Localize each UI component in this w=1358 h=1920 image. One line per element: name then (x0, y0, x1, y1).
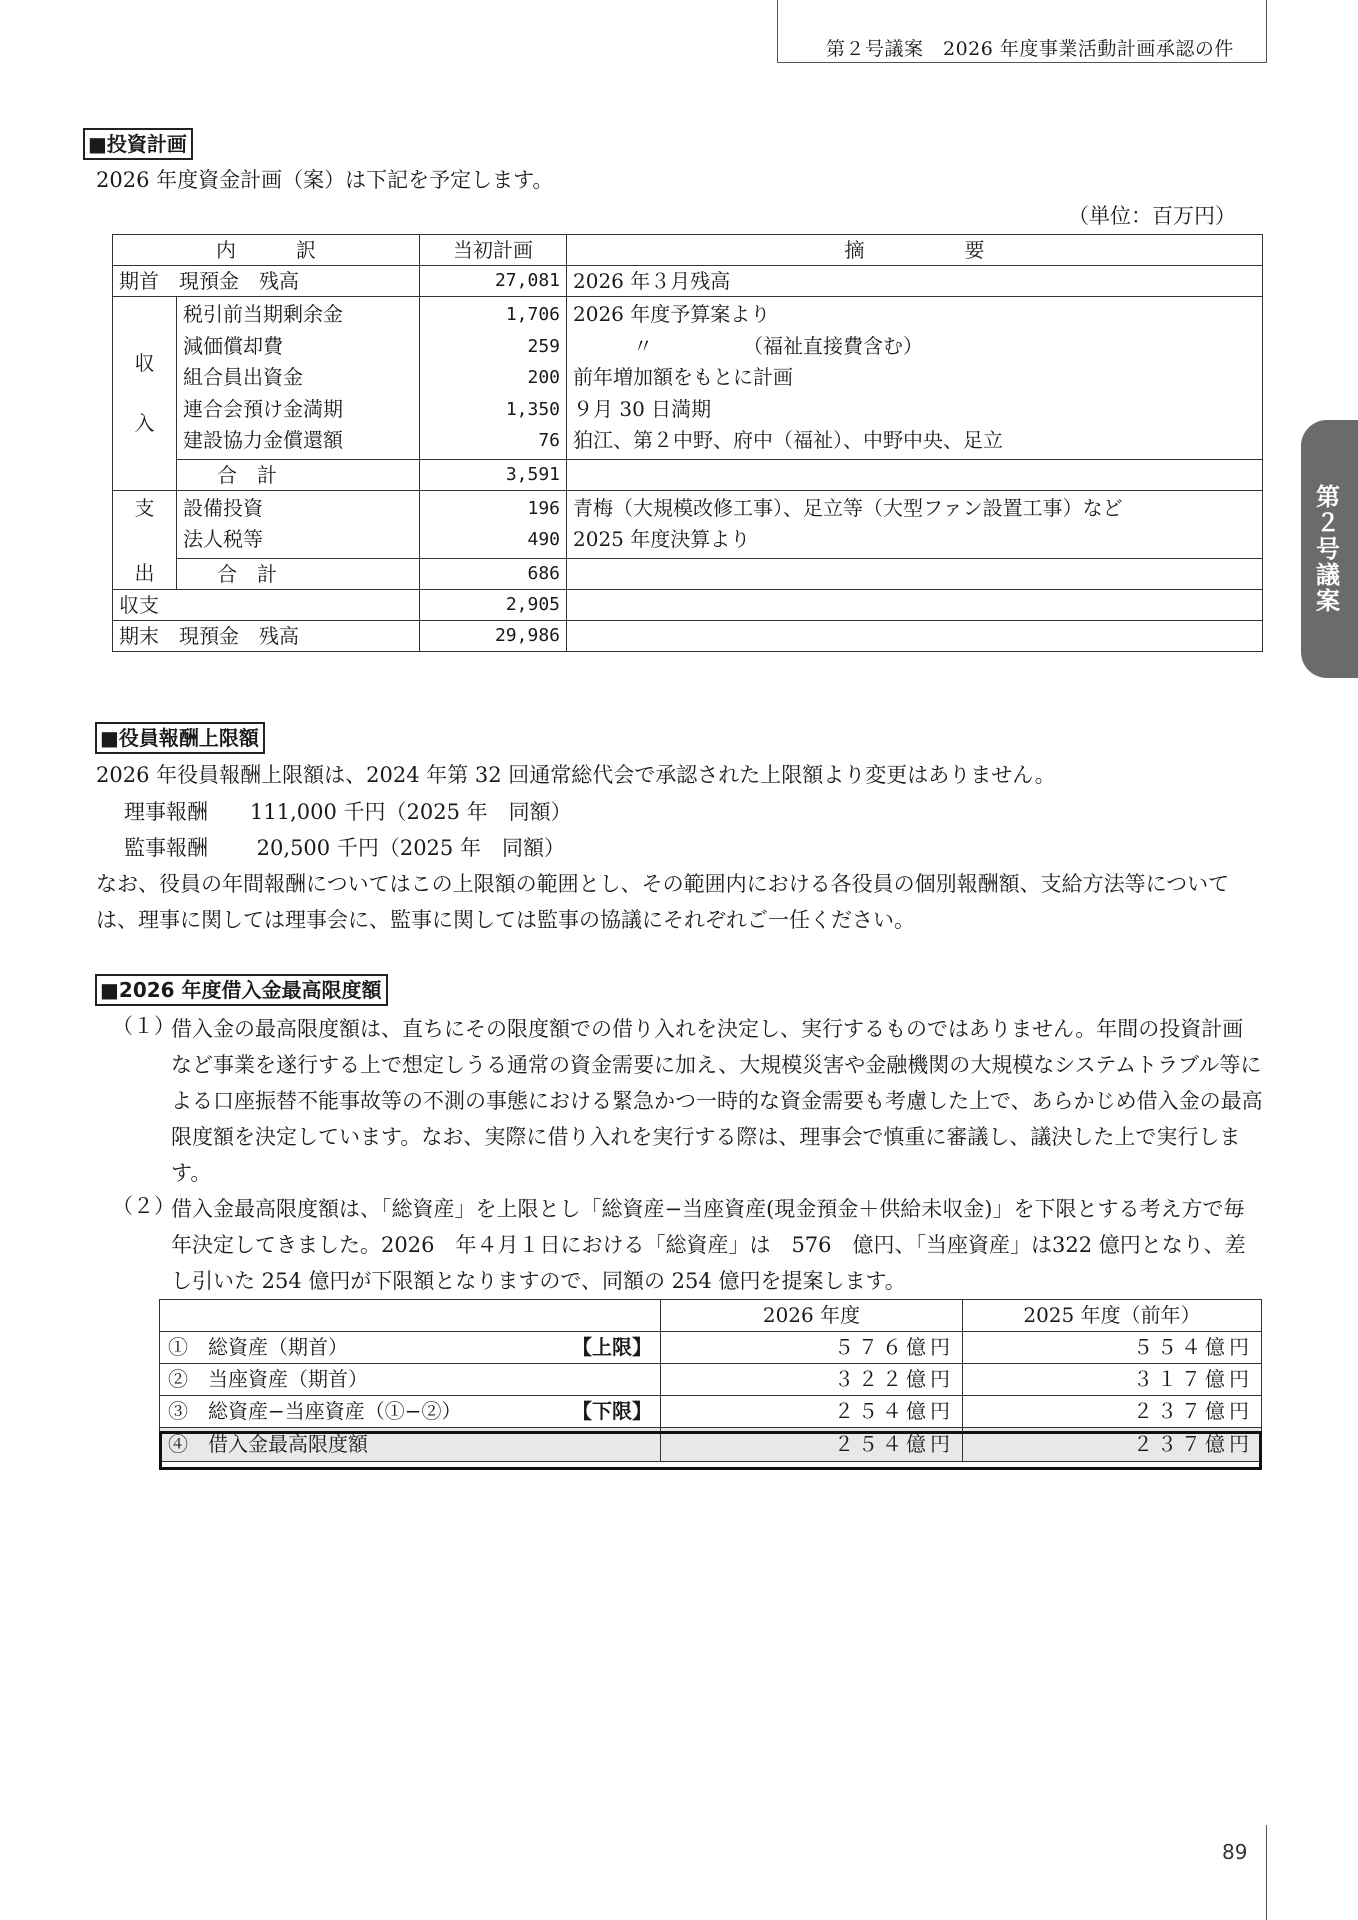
expense-note: 2025 年度決算より (573, 527, 751, 551)
loan-row-label (160, 1396, 661, 1428)
expense-item: 法人税等 (183, 527, 263, 551)
closing-value: 29,986 (420, 620, 567, 651)
header-plan: 当初計画 (420, 235, 567, 266)
loan-row-max-borrowing (160, 1428, 1262, 1462)
expense-values (420, 490, 567, 558)
expense-value: 196 (527, 497, 560, 519)
income-note: ９月 30 日満期 (573, 396, 712, 421)
footer-divider (1266, 1825, 1267, 1920)
section-title-borrowing: ■2026 年度借入金最高限度額 (95, 974, 388, 1006)
expense-total-note (567, 558, 1263, 589)
income-value: 1,350 (505, 398, 560, 420)
income-items (177, 297, 420, 460)
loan-row-title: ② 当座資産（期首） (168, 1367, 368, 1391)
income-total-value: 3,591 (420, 459, 567, 490)
loan-value-2026: ３２２億円 (661, 1364, 963, 1396)
loan-row-title: ④ 借入金最高限度額 (168, 1432, 368, 1456)
balance-label: 収支 (113, 589, 420, 620)
loan-header-blank (160, 1300, 661, 1332)
section-title-compensation: ■役員報酬上限額 (95, 722, 265, 754)
expense-items (177, 490, 420, 558)
loan-row-label (160, 1428, 661, 1462)
income-item: 組合員出資金 (183, 365, 303, 389)
chapter-side-tab-label: 第２号議案 (1311, 484, 1340, 614)
expense-total-label: 合 計 (177, 558, 420, 589)
loan-row-total-assets (160, 1332, 1262, 1364)
income-item: 減価償却費 (183, 333, 283, 358)
balance-note (567, 589, 1263, 620)
income-values (420, 297, 567, 460)
income-total-note (567, 459, 1263, 490)
income-value: 200 (527, 367, 560, 388)
income-note: 2026 年度予算案より (573, 302, 771, 326)
running-header: 第２号議案 2026 年度事業活動計画承認の件 (826, 38, 1234, 60)
upper-limit-tag: 【上限】 (572, 1335, 652, 1359)
expense-total-value: 686 (420, 558, 567, 589)
income-notes (567, 297, 1263, 460)
closing-label: 期末 現預金 残高 (113, 620, 420, 651)
opening-balance-row (113, 266, 1263, 297)
loan-value-2026: ２５４億円 (661, 1396, 963, 1428)
income-value: 259 (527, 335, 560, 357)
expense-note: 青梅（大規模改修工事）、足立等（大型ファン設置工事）など (573, 495, 1123, 520)
loan-header-2026: 2026 年度 (661, 1300, 963, 1332)
income-note: 〃 （福祉直接費含む） (573, 333, 923, 358)
income-total-label: 合 計 (177, 459, 420, 490)
income-item: 連合会預け金満期 (183, 396, 343, 421)
section-title-investment: ■投資計画 (83, 128, 193, 160)
loan-value-2025: ５５４億円 (963, 1332, 1262, 1364)
income-note: 狛江、第２中野、府中（福祉）、中野中央、足立 (573, 428, 1003, 452)
borrowing-item2-text: 借入金最高限度額は、「総資産」を上限とし「総資産−当座資産(現金預金＋供給未収金)」を下限とする考え方で毎年決定してきました。2026 年４月１日における「総資産」は 576 億円、「当座資産」は322 億円となり、差し引いた 254 億円が下限額となりますので、同額の 254 億円を提案します。 (171, 1197, 1246, 1293)
income-item: 建設協力金償還額 (183, 428, 343, 452)
opening-label: 期首 現預金 残高 (113, 266, 420, 297)
auditor-compensation: 監事報酬 20,500 千円（2025 年 同額） (124, 836, 565, 860)
expense-item: 設備投資 (183, 495, 263, 520)
header-breakdown: 内 訳 (113, 235, 420, 266)
balance-row (113, 589, 1263, 620)
page-number: 89 (1222, 1840, 1248, 1864)
income-total-row (113, 459, 1263, 490)
expense-group-label-top: 支 (113, 490, 177, 558)
income-block (113, 297, 1263, 460)
income-note: 前年増加額をもとに計画 (573, 365, 793, 389)
expense-value: 490 (527, 529, 560, 550)
loan-header-2025: 2025 年度（前年） (963, 1300, 1262, 1332)
opening-note: 2026 年３月残高 (567, 266, 1263, 297)
expense-total-row (113, 558, 1263, 589)
income-value: 1,706 (505, 304, 560, 325)
loan-row-label (160, 1332, 661, 1364)
balance-value: 2,905 (420, 589, 567, 620)
borrowing-limit-table (159, 1299, 1262, 1462)
investment-intro: 2026 年度資金計画（案）は下記を予定します。 (96, 168, 554, 192)
loan-row-difference (160, 1396, 1262, 1428)
closing-note (567, 620, 1263, 651)
closing-balance-row (113, 620, 1263, 651)
compensation-note: なお、役員の年間報酬についてはこの上限額の範囲とし、その範囲内における各役員の個別報酬額、支給方法等については、理事に関しては理事会に、監事に関しては監事の協議にそれぞれご一任ください。 (96, 872, 1230, 932)
borrowing-item1-number: （１） (112, 1014, 175, 1038)
borrowing-item2-number: （２） (112, 1194, 175, 1218)
loan-row-label (160, 1364, 661, 1396)
opening-value: 27,081 (420, 266, 567, 297)
header-divider-right (1266, 0, 1267, 62)
loan-value-2025: ２３７億円 (963, 1396, 1262, 1428)
expense-group-label-bottom: 出 (113, 558, 177, 589)
expense-notes (567, 490, 1263, 558)
loan-row-title: ① 総資産（期首） (168, 1335, 348, 1359)
income-value: 76 (538, 430, 560, 451)
loan-value-2026: ５７６億円 (661, 1332, 963, 1364)
loan-row-current-assets (160, 1364, 1262, 1396)
chapter-side-tab (1301, 420, 1358, 678)
loan-value-2025: ３１７億円 (963, 1364, 1262, 1396)
borrowing-item1-text: 借入金の最高限度額は、直ちにその限度額での借り入れを決定し、実行するものではありません。年間の投資計画など事業を遂行する上で想定しうる通常の資金需要に加え、大規模災害や金融機関の大規模なシステムトラブル等による口座振替不能事故等の不測の事態における緊急かつ一時的な資金需要も考慮した上で、あらかじめ借入金の最高限度額を決定しています。なお、実際に借り入れを実行する際は、理事会で慎重に審議し、議決した上で実行します。 (171, 1017, 1263, 1185)
loan-value-2025: ２３７億円 (963, 1428, 1262, 1462)
income-group-label: 収 入 (113, 297, 177, 491)
header-divider-left (777, 0, 778, 62)
loan-value-2026: ２５４億円 (661, 1428, 963, 1462)
compensation-intro: 2026 年役員報酬上限額は、2024 年第 32 回通常総代会で承認された上限額より変更はありません。 (96, 763, 1056, 787)
loan-row-title: ③ 総資産−当座資産（①−②） (168, 1399, 462, 1423)
header-summary: 摘 要 (567, 235, 1263, 266)
unit-label: （単位：百万円） (1068, 204, 1236, 228)
lower-limit-tag: 【下限】 (572, 1399, 652, 1423)
investment-header-row (113, 235, 1263, 266)
expense-block (113, 490, 1263, 558)
loan-header-row (160, 1300, 1262, 1332)
income-item: 税引前当期剰余金 (183, 302, 343, 326)
investment-table (112, 234, 1263, 652)
director-compensation: 理事報酬 111,000 千円（2025 年 同額） (124, 800, 572, 824)
header-underline (777, 62, 1267, 63)
